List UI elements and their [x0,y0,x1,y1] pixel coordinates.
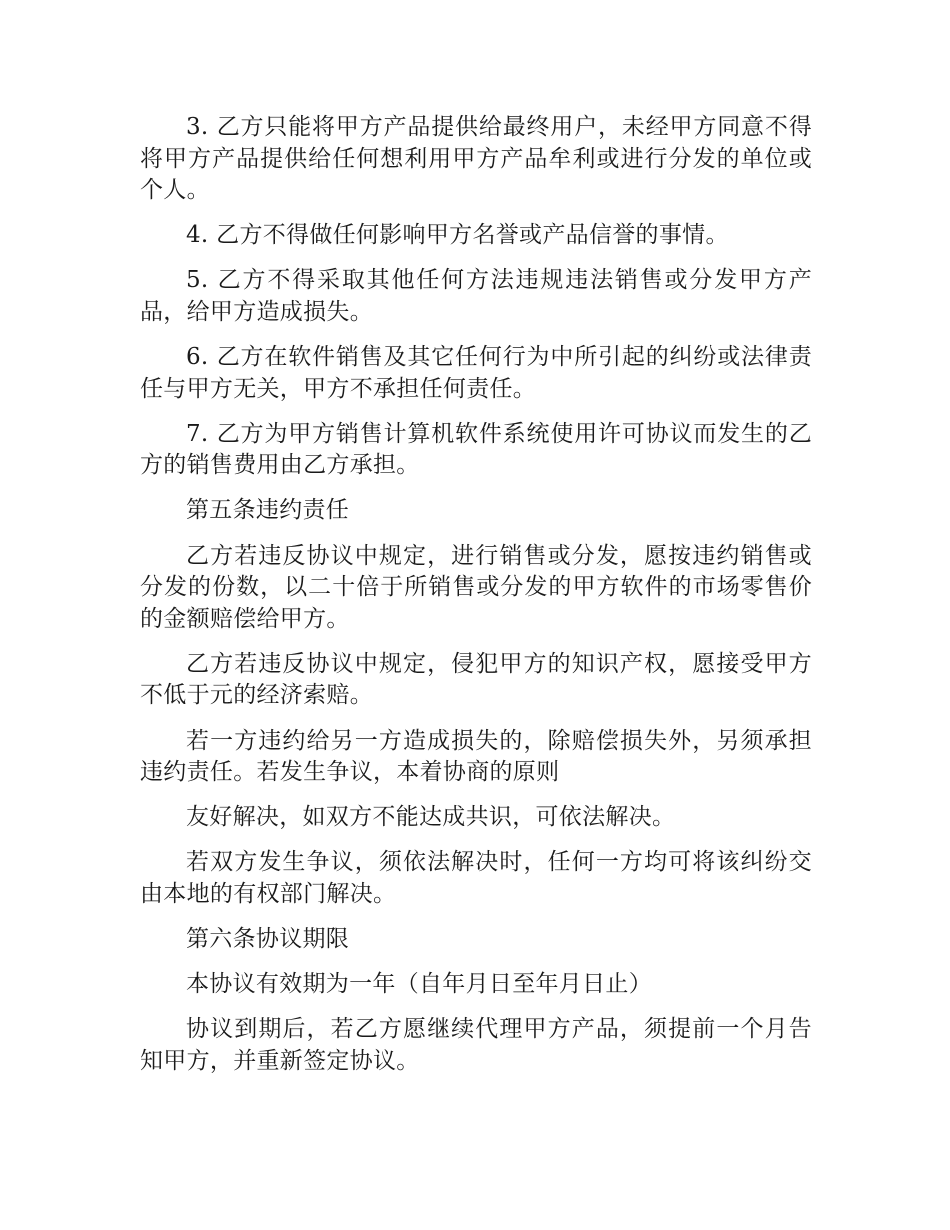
breach-paragraph-1: 乙方若违反协议中规定，进行销售或分发，愿按违约销售或分发的份数，以二十倍于所销售或分发的甲方软件的市场零售价的金额赔偿给甲方。 [140,542,812,632]
term-paragraph-2: 协议到期后，若乙方愿继续代理甲方产品，须提前一个月告知甲方，并重新签定协议。 [140,1016,812,1074]
clause-3: 3. 乙方只能将甲方产品提供给最终用户，未经甲方同意不得将甲方产品提供给任何想利用甲方产品牟利或进行分发的单位或个人。 [140,114,812,204]
breach-paragraph-5: 若双方发生争议，须依法解决时，任何一方均可将该纠纷交由本地的有权部门解决。 [140,849,812,907]
clause-4: 4. 乙方不得做任何影响甲方名誉或产品信誉的事情。 [186,222,729,249]
breach-paragraph-3: 若一方违约给另一方造成损失的，除赔偿损失外，另须承担违约责任。若发生争议，本着协商的原则 [140,727,812,786]
breach-paragraph-4: 友好解决，如双方不能达成共识，可依法解决。 [186,804,676,831]
clause-5: 5. 乙方不得采取其他任何方法违规违法销售或分发甲方产品，给甲方造成损失。 [140,267,812,325]
breach-paragraph-2: 乙方若违反协议中规定，侵犯甲方的知识产权，愿接受甲方不低于元的经济索赔。 [140,650,812,709]
document-body [140,112,812,1091]
clause-6: 6. 乙方在软件销售及其它任何行为中所引起的纠纷或法律责任与甲方无关，甲方不承担任何责任。 [140,344,812,402]
clause-7: 7. 乙方为甲方销售计算机软件系统使用许可协议而发生的乙方的销售费用由乙方承担。 [140,420,812,479]
section-heading-breach: 第五条违约责任 [186,497,350,524]
term-paragraph-1: 本协议有效期为一年（自年月日至年月日止） [186,971,652,998]
section-heading-term: 第六条协议期限 [186,925,350,952]
